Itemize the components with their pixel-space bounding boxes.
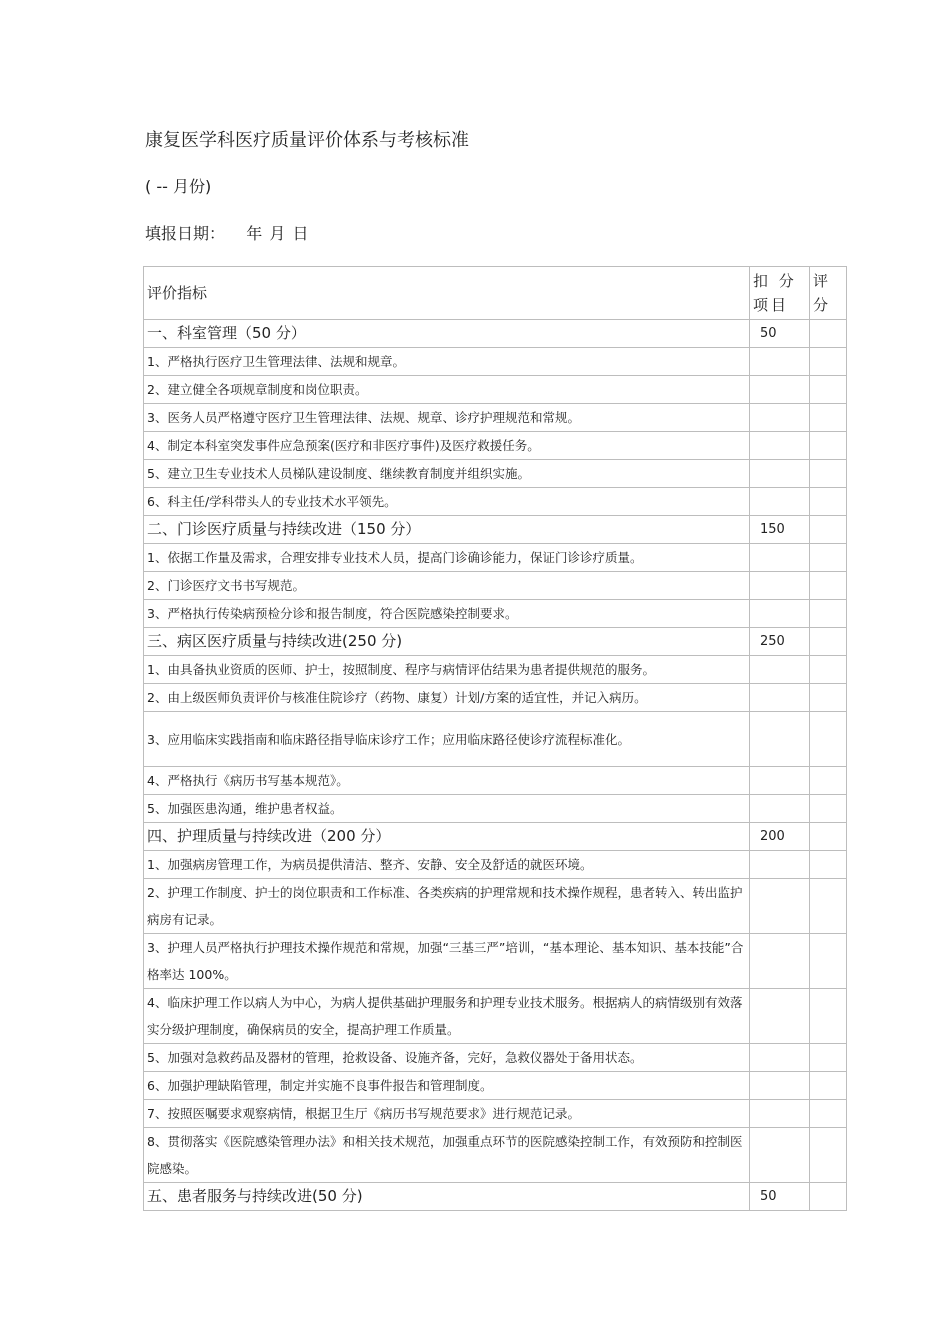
- table-row: [144, 1072, 847, 1100]
- deduct-cell[interactable]: [750, 767, 810, 795]
- criterion-text: 5、加强医患沟通，维护患者权益。: [144, 795, 750, 823]
- rating-cell[interactable]: [810, 934, 847, 989]
- table-header-row: [144, 267, 847, 320]
- table-row: [144, 348, 847, 376]
- rating-cell[interactable]: [810, 488, 847, 516]
- section-title: 一、科室管理（50 分）: [144, 320, 750, 348]
- deduct-cell[interactable]: [750, 712, 810, 767]
- section-row: [144, 320, 847, 348]
- criterion-text: 4、制定本科室突发事件应急预案(医疗和非医疗事件)及医疗救援任务。: [144, 432, 750, 460]
- section-row: [144, 823, 847, 851]
- deduct-cell[interactable]: [750, 684, 810, 712]
- rating-cell[interactable]: [810, 460, 847, 488]
- criterion-text: 5、加强对急救药品及器材的管理，抢救设备、设施齐备，完好，急救仪器处于备用状态。: [144, 1044, 750, 1072]
- table-row: [144, 544, 847, 572]
- section-rating-cell[interactable]: [810, 1183, 847, 1211]
- deduct-cell[interactable]: [750, 1128, 810, 1183]
- deduct-cell[interactable]: [750, 376, 810, 404]
- section-rating-cell[interactable]: [810, 823, 847, 851]
- rating-cell[interactable]: [810, 404, 847, 432]
- deduct-cell[interactable]: [750, 1044, 810, 1072]
- fill-date-line: [145, 221, 308, 244]
- table-row: [144, 1100, 847, 1128]
- table-row: [144, 989, 847, 1044]
- deduct-cell[interactable]: [750, 1100, 810, 1128]
- deduct-cell[interactable]: [750, 348, 810, 376]
- section-score: 200: [750, 823, 810, 851]
- table-row: [144, 767, 847, 795]
- rating-cell[interactable]: [810, 1072, 847, 1100]
- criterion-text: 3、严格执行传染病预检分诊和报告制度，符合医院感染控制要求。: [144, 600, 750, 628]
- table-row: [144, 656, 847, 684]
- header-indicator: 评价指标: [144, 267, 750, 320]
- header-deduct: 扣 分 项目: [750, 267, 810, 320]
- deduct-cell[interactable]: [750, 544, 810, 572]
- section-score: 50: [750, 1183, 810, 1211]
- header-score: 评 分: [810, 267, 847, 320]
- criterion-text: 2、门诊医疗文书书写规范。: [144, 572, 750, 600]
- deduct-cell[interactable]: [750, 851, 810, 879]
- section-title: 二、门诊医疗质量与持续改进（150 分）: [144, 516, 750, 544]
- evaluation-table: [143, 266, 847, 1211]
- criterion-text: 5、建立卫生专业技术人员梯队建设制度、继续教育制度并组织实施。: [144, 460, 750, 488]
- rating-cell[interactable]: [810, 795, 847, 823]
- criterion-text: 6、科主任/学科带头人的专业技术水平领先。: [144, 488, 750, 516]
- table-row: [144, 1128, 847, 1183]
- criterion-text: 3、医务人员严格遵守医疗卫生管理法律、法规、规章、诊疗护理规范和常规。: [144, 404, 750, 432]
- table-row: [144, 934, 847, 989]
- rating-cell[interactable]: [810, 712, 847, 767]
- deduct-cell[interactable]: [750, 432, 810, 460]
- rating-cell[interactable]: [810, 1128, 847, 1183]
- deduct-cell[interactable]: [750, 795, 810, 823]
- criterion-text: 2、由上级医师负责评价与核准住院诊疗（药物、康复）计划/方案的适宜性，并记入病历。: [144, 684, 750, 712]
- deduct-cell[interactable]: [750, 656, 810, 684]
- table-row: [144, 879, 847, 934]
- criterion-text: 2、护理工作制度、护士的岗位职责和工作标准、各类疾病的护理常规和技术操作规程，患者转入、转出监护病房有记录。: [144, 879, 750, 934]
- document-title: 康复医学科医疗质量评价体系与考核标准: [145, 130, 469, 151]
- section-row: [144, 516, 847, 544]
- criterion-text: 3、应用临床实践指南和临床路径指导临床诊疗工作；应用临床路径使诊疗流程标准化。: [144, 712, 750, 767]
- criterion-text: 4、严格执行《病历书写基本规范》。: [144, 767, 750, 795]
- section-score: 250: [750, 628, 810, 656]
- criterion-text: 8、贯彻落实《医院感染管理办法》和相关技术规范，加强重点环节的医院感染控制工作，有效预防和控制医院感染。: [144, 1128, 750, 1183]
- rating-cell[interactable]: [810, 1100, 847, 1128]
- table-row: [144, 712, 847, 767]
- section-title: 三、病区医疗质量与持续改进(250 分): [144, 628, 750, 656]
- section-row: [144, 628, 847, 656]
- criterion-text: 7、按照医嘱要求观察病情，根据卫生厅《病历书写规范要求》进行规范记录。: [144, 1100, 750, 1128]
- rating-cell[interactable]: [810, 989, 847, 1044]
- document-subtitle: ( -- 月份): [145, 177, 212, 196]
- criterion-text: 6、加强护理缺陷管理，制定并实施不良事件报告和管理制度。: [144, 1072, 750, 1100]
- deduct-cell[interactable]: [750, 460, 810, 488]
- section-rating-cell[interactable]: [810, 516, 847, 544]
- table-row: [144, 488, 847, 516]
- deduct-cell[interactable]: [750, 404, 810, 432]
- table-row: [144, 600, 847, 628]
- criterion-text: 4、临床护理工作以病人为中心，为病人提供基础护理服务和护理专业技术服务。根据病人的病情级别有效落实分级护理制度，确保病员的安全，提高护理工作质量。: [144, 989, 750, 1044]
- fill-date-fields: 年 月 日: [246, 224, 309, 243]
- table-row: [144, 432, 847, 460]
- section-rating-cell[interactable]: [810, 320, 847, 348]
- rating-cell[interactable]: [810, 348, 847, 376]
- criterion-text: 1、严格执行医疗卫生管理法律、法规和规章。: [144, 348, 750, 376]
- rating-cell[interactable]: [810, 572, 847, 600]
- rating-cell[interactable]: [810, 544, 847, 572]
- section-score: 50: [750, 320, 810, 348]
- criterion-text: 3、护理人员严格执行护理技术操作规范和常规，加强“三基三严”培训，“基本理论、基本知识、基本技能”合格率达 100%。: [144, 934, 750, 989]
- rating-cell[interactable]: [810, 432, 847, 460]
- deduct-cell[interactable]: [750, 488, 810, 516]
- criterion-text: 1、由具备执业资质的医师、护士，按照制度、程序与病情评估结果为患者提供规范的服务。: [144, 656, 750, 684]
- rating-cell[interactable]: [810, 656, 847, 684]
- section-score: 150: [750, 516, 810, 544]
- deduct-cell[interactable]: [750, 989, 810, 1044]
- criterion-text: 1、加强病房管理工作，为病员提供清洁、整齐、安静、安全及舒适的就医环境。: [144, 851, 750, 879]
- criterion-text: 2、建立健全各项规章制度和岗位职责。: [144, 376, 750, 404]
- criterion-text: 1、依据工作量及需求，合理安排专业技术人员，提高门诊确诊能力，保证门诊诊疗质量。: [144, 544, 750, 572]
- table-row: [144, 851, 847, 879]
- deduct-cell[interactable]: [750, 934, 810, 989]
- table-row: [144, 684, 847, 712]
- section-title: 四、护理质量与持续改进（200 分）: [144, 823, 750, 851]
- rating-cell[interactable]: [810, 767, 847, 795]
- rating-cell[interactable]: [810, 1044, 847, 1072]
- rating-cell[interactable]: [810, 376, 847, 404]
- table-row: [144, 376, 847, 404]
- rating-cell[interactable]: [810, 684, 847, 712]
- deduct-cell[interactable]: [750, 572, 810, 600]
- section-row: [144, 1183, 847, 1211]
- table-row: [144, 795, 847, 823]
- section-rating-cell[interactable]: [810, 628, 847, 656]
- deduct-cell[interactable]: [750, 879, 810, 934]
- fill-date-label: 填报日期：: [145, 224, 226, 243]
- table-row: [144, 572, 847, 600]
- section-title: 五、患者服务与持续改进(50 分): [144, 1183, 750, 1211]
- table-row: [144, 460, 847, 488]
- rating-cell[interactable]: [810, 851, 847, 879]
- deduct-cell[interactable]: [750, 1072, 810, 1100]
- deduct-cell[interactable]: [750, 600, 810, 628]
- rating-cell[interactable]: [810, 879, 847, 934]
- rating-cell[interactable]: [810, 600, 847, 628]
- table-row: [144, 404, 847, 432]
- table-row: [144, 1044, 847, 1072]
